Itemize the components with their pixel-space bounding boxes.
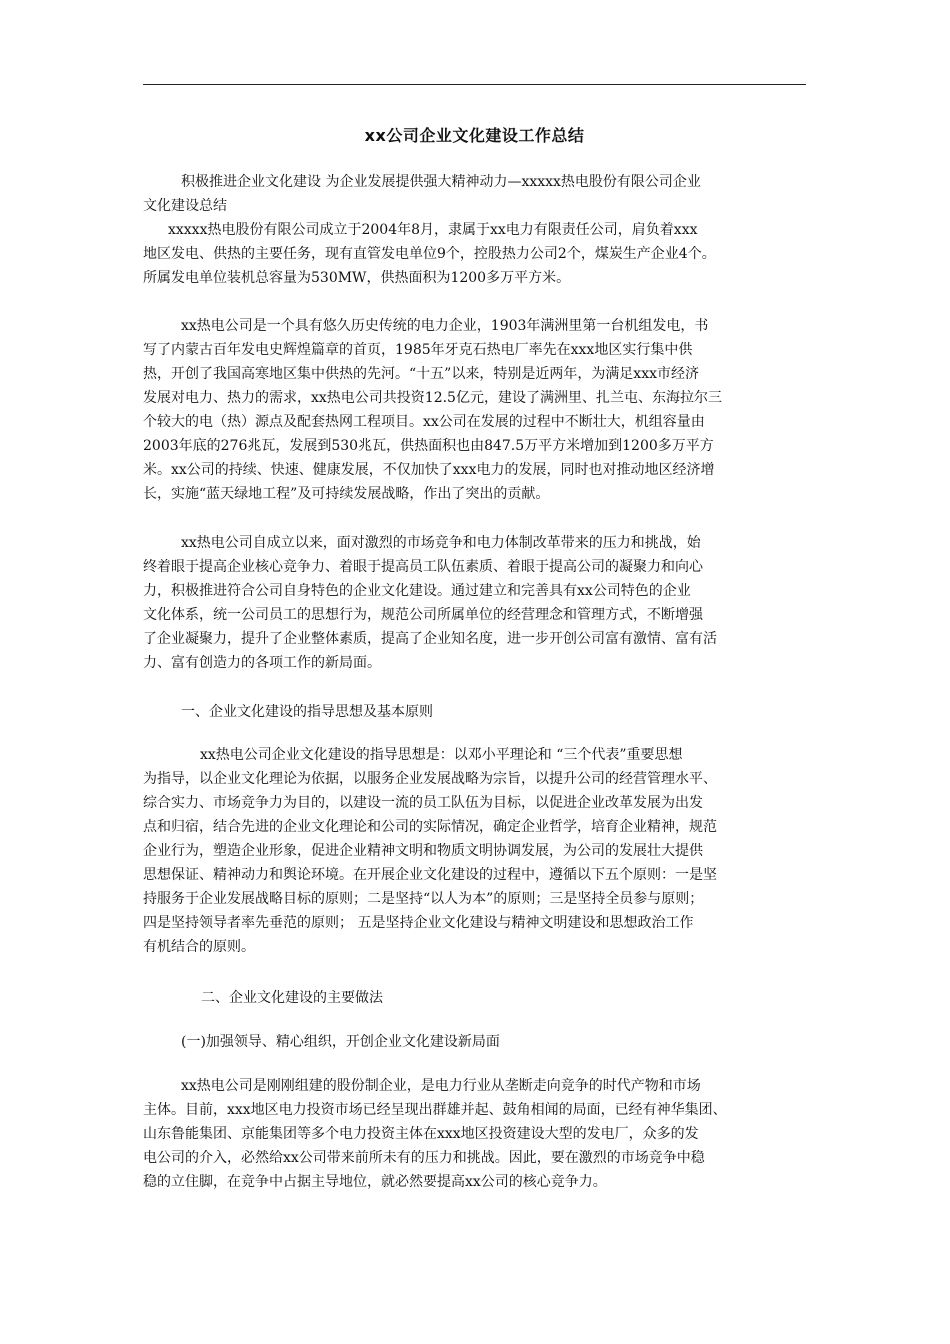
text-line: 所属发电单位装机总容量为530MW，供热面积为1200多万平方米。 [143, 270, 571, 286]
text-line: 有机结合的原则。 [143, 939, 255, 955]
subsection-paragraph [143, 1074, 815, 1194]
text-line: 为指导，以企业文化理论为依据，以服务企业发展战略为宗旨，以提升公司的经营管理水平、 [143, 771, 717, 787]
section-heading: 二、企业文化建设的主要做法 [201, 990, 383, 1006]
text-line: 综合实力、市场竞争力为目的，以建设一流的员工队伍为目标，以促进企业改革发展为出发 [143, 795, 703, 811]
text-line: 长，实施“蓝天绿地工程”及可持续发展战略，作出了突出的贡献。 [143, 486, 550, 502]
subsection-heading: (一)加强领导、精心组织，开创企业文化建设新局面 [181, 1034, 500, 1050]
text-line: 了企业凝聚力，提升了企业整体素质，提高了企业知名度，进一步开创公司富有激情、富有活 [143, 631, 717, 647]
header-rule [143, 84, 806, 85]
document-title: xx公司企业文化建设工作总结 [364, 126, 585, 145]
text-line: 主体。目前，xxx地区电力投资市场已经呈现出群雄并起、鼓角相闻的局面，已经有神华集团、 [143, 1102, 727, 1118]
text-line: 2003年底的276兆瓦，发展到530兆瓦，供热面积也由847.5万平方米增加到1200多万平方 [143, 438, 714, 454]
text-line: 米。xx公司的持续、快速、健康发展，不仅加快了xxx电力的发展，同时也对推动地区经济增 [143, 462, 715, 478]
text-line: 终着眼于提高企业核心竞争力、着眼于提高员工队伍素质、着眼于提高公司的凝聚力和向心 [143, 559, 703, 575]
text-line: 企业行为，塑造企业形象，促进企业精神文明和物质文明协调发展，为公司的发展壮大提供 [143, 843, 703, 859]
intro-paragraph [143, 218, 815, 290]
text-line: 文化体系，统一公司员工的思想行为，规范公司所属单位的经营理念和管理方式，不断增强 [143, 607, 703, 623]
text-line: xxxxx热电股份有限公司成立于2004年8月，隶属于xx电力有限责任公司，肩负着xxx [168, 222, 698, 238]
text-line: 地区发电、供热的主要任务，现有直管发电单位9个，控股热力公司2个，煤炭生产企业4个。 [143, 246, 716, 262]
text-line: 点和归宿，结合先进的企业文化理论和公司的实际情况，确定企业哲学，培育企业精神，规范 [143, 819, 717, 835]
text-line: xx热电公司企业文化建设的指导思想是：以邓小平理论和 “三个代表”重要思想 [200, 747, 683, 763]
text-line: 积极推进企业文化建设 为企业发展提供强大精神动力—xxxxx热电股份有限公司企业 [181, 174, 701, 190]
text-line: 发展对电力、热力的需求，xx热电公司共投资12.5亿元，建设了满洲里、扎兰屯、东海拉尔三 [143, 390, 722, 406]
text-line: 思想保证、精神动力和舆论环境。在开展企业文化建设的过程中，遵循以下五个原则：一是坚 [143, 867, 717, 883]
text-line: 热，开创了我国高寒地区集中供热的先河。“十五”以来，特别是近两年，为满足xxx市经济 [143, 366, 699, 382]
culture-paragraph [143, 531, 815, 675]
text-line: 持服务于企业发展战略目标的原则；二是坚持“以人为本”的原则；三是坚持全员参与原则； [143, 891, 704, 907]
text-line: 个较大的电（热）源点及配套热网工程项目。xx公司在发展的过程中不断壮大，机组容量由 [143, 414, 705, 430]
subtitle-paragraph [143, 170, 815, 218]
text-line: xx热电公司自成立以来，面对激烈的市场竞争和电力体制改革带来的压力和挑战，始 [181, 535, 701, 551]
guiding-principles-paragraph [143, 743, 815, 959]
text-line: 四是坚持领导者率先垂范的原则； 五是坚持企业文化建设与精神文明建设和思想政治工作 [143, 915, 694, 931]
text-line: 力，积极推进符合公司自身特色的企业文化建设。通过建立和完善具有xx公司特色的企业 [143, 583, 691, 599]
text-line: 力、富有创造力的各项工作的新局面。 [143, 655, 381, 671]
text-line: xx热电公司是刚刚组建的股份制企业，是电力行业从垄断走向竞争的时代产物和市场 [181, 1078, 701, 1094]
text-line: 文化建设总结 [143, 198, 227, 214]
text-line: 电公司的介入，必然给xx公司带来前所未有的压力和挑战。因此，要在激烈的市场竞争中稳 [143, 1150, 705, 1166]
text-line: 写了内蒙古百年发电史辉煌篇章的首页，1985年牙克石热电厂率先在xxx地区实行集中供 [143, 342, 693, 358]
history-paragraph [143, 314, 815, 506]
section-heading: 一、企业文化建设的指导思想及基本原则 [181, 704, 433, 720]
text-line: 稳的立住脚，在竞争中占据主导地位，就必然要提高xx公司的核心竞争力。 [143, 1174, 607, 1190]
text-line: xx热电公司是一个具有悠久历史传统的电力企业，1903年满洲里第一台机组发电，书 [181, 318, 709, 334]
text-line: 山东鲁能集团、京能集团等多个电力投资主体在xxx地区投资建设大型的发电厂，众多的发 [143, 1126, 699, 1142]
